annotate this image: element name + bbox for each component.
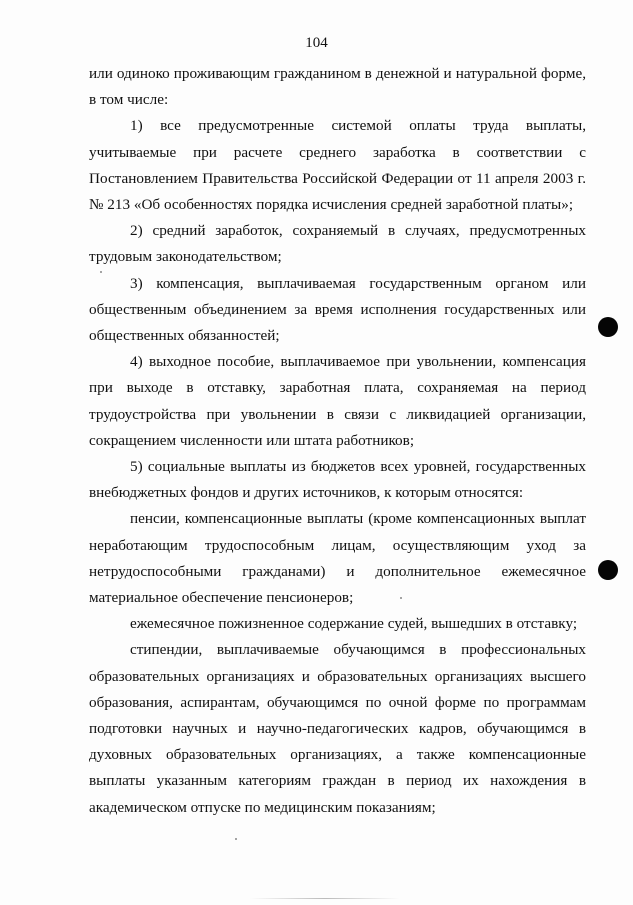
paragraph-stipends: стипендии, выплачиваемые обучающимся в профессиональных образовательных организациях и образовательных организациях высшего образования, аспирантам, обучающимся по очной форме по программам подготовки научных и научно-педагогических кадров, обучающимся в духовных образовательных организациях, а также компенсационные выплаты указанным категориям граждан в период их нахождения в академическом отпуске по медицинским показаниям;	[89, 641, 586, 816]
paragraph-pensions: пенсии, компенсационные выплаты (кроме компенсационных выплат неработающим трудоспособным лицам, осуществляющим уход за нетрудоспособными гражданами) и дополнительное ежемесячное материальное обеспечение пенсионеров;	[89, 510, 586, 607]
scan-edge	[250, 898, 400, 899]
paragraph-continuation: или одиноко проживающим гражданином в денежной и натуральной форме, в том числе:	[89, 65, 586, 109]
paragraph-item-3: 3) компенсация, выплачиваемая государственным органом или общественным объединением за время исполнения государственных или общественных обязанностей;	[89, 274, 586, 345]
paragraph-item-1: 1) все предусмотренные системой оплаты труда выплаты, учитываемые при расчете среднего заработка в соответствии с Постановлением Правительства Российской Федерации от 11 апреля 2003 г. № 213 «Об особенностях порядка исчисления средней заработной платы»;	[89, 117, 586, 214]
paragraph-item-2: 2) средний заработок, сохраняемый в случаях, предусмотренных трудовым законодательством;	[89, 222, 586, 266]
document-body	[89, 61, 586, 821]
paragraph-item-4: 4) выходное пособие, выплачиваемое при увольнении, компенсация при выходе в отставку, заработная плата, сохраняемая на период трудоустройства при увольнении в связи с ликвидацией организации, сокращением численности или штата работников;	[89, 353, 586, 449]
page-number: 104	[305, 35, 328, 51]
paragraph-judges: ежемесячное пожизненное содержание судей, вышедших в отставку;	[130, 615, 578, 633]
scan-speck	[100, 271, 102, 273]
scan-speck	[400, 597, 402, 599]
scan-speck	[235, 838, 237, 840]
binder-hole-mark	[598, 317, 618, 337]
binder-hole-mark	[598, 560, 618, 580]
paragraph-item-5: 5) социальные выплаты из бюджетов всех уровней, государственных внебюджетных фондов и других источников, к которым относятся:	[89, 458, 586, 502]
